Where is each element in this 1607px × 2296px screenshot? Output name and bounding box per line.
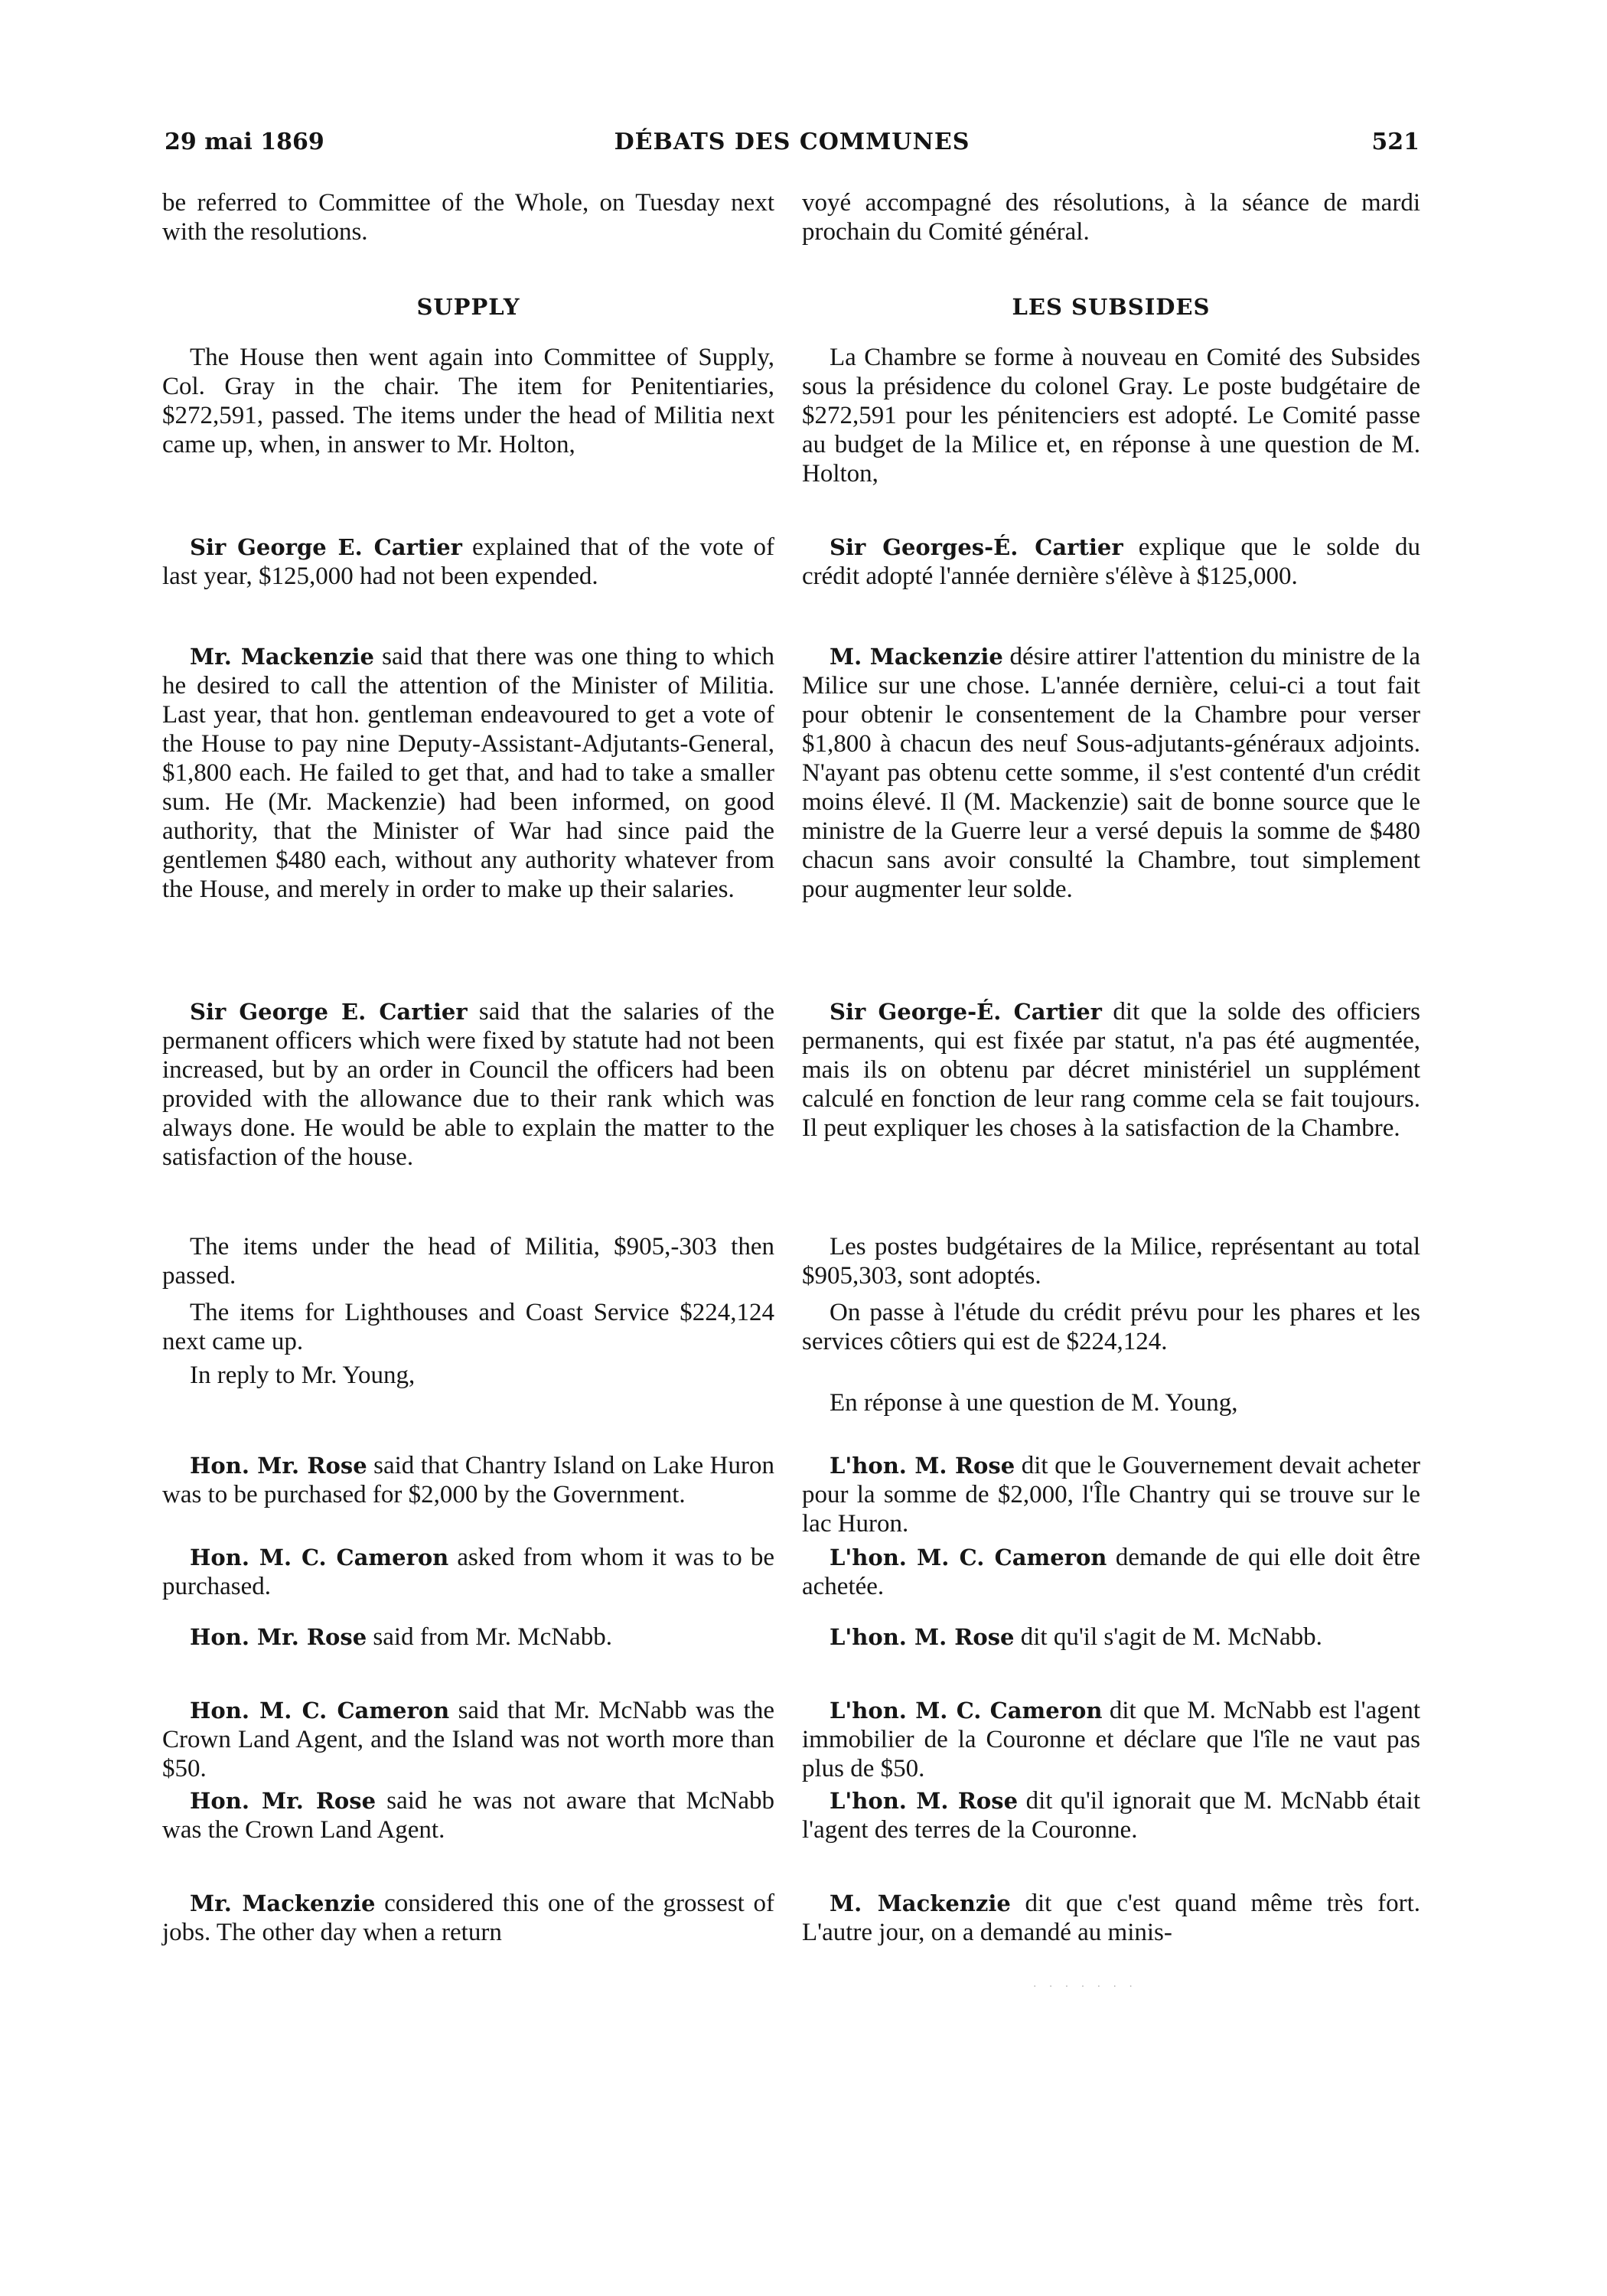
scan-specks: · · · · · · · <box>1033 1981 1137 1993</box>
paragraph: La Chambre se forme à nouveau en Comité des Subsides sous la présidence du colonel Gray. Le poste budgétaire de $272,591 pour les pénitenciers est adopté. Le Comité passe au budget de la Milice et, en réponse à une question de M. Holton, <box>802 344 1420 488</box>
speech-paragraph: L'hon. M. C. Cameron demande de qui elle doit être achetée. <box>802 1544 1420 1600</box>
paragraph: The House then went again into Committee of Supply, Col. Gray in the chair. The item for Penitentiaries, $272,591, passed. The items under the head of Militia next came up, when, in answer to Mr. Holton, <box>162 344 774 458</box>
speaker-name: L'hon. M. C. Cameron <box>830 1544 1107 1570</box>
speaker-name: Sir Georges-É. Cartier <box>830 534 1123 560</box>
speech-paragraph: L'hon. M. Rose dit qu'il ignorait que M. McNabb était l'agent des terres de la Couronne. <box>802 1787 1420 1844</box>
speech-paragraph: L'hon. M. Rose dit qu'il s'agit de M. McNabb. <box>830 1623 1322 1651</box>
speaker-name: M. Mackenzie <box>830 1890 1011 1916</box>
speaker-name: L'hon. M. Rose <box>830 1453 1015 1479</box>
speaker-name: Sir George E. Cartier <box>190 999 468 1025</box>
speaker-name: L'hon. M. Rose <box>830 1788 1019 1814</box>
speech-paragraph: Mr. Mackenzie said that there was one thing to which he desired to call the attention of the Minister of Militia. Last year, that hon. gentleman endeavoured to get a vote of the House to pay nine Deputy-Assistant-Adjutants-General, $1,800 each. He failed to get that, and had to take a smaller sum. He (Mr. Mackenzie) had been informed, on good authority, that the Minister of War had since paid the gentlemen $480 each, without any authority whatever from the House, and merely in order to make up their salaries. <box>162 643 774 903</box>
speaker-name: Hon. M. C. Cameron <box>190 1698 450 1724</box>
speech-paragraph: Sir George-É. Cartier dit que la solde des officiers permanents, qui est fixée par statut, n'a pas été augmentée, mais ils on obtenu par décret ministériel un supplément calculé en fonction de leur rang comme cela se fait toujours. Il peut expliquer les choses à la satisfaction de la Chambre. <box>802 998 1420 1142</box>
speech-paragraph: L'hon. M. C. Cameron dit que M. McNabb est l'agent immobilier de la Couronne et déclare que l'île ne vaut pas plus de $50. <box>802 1697 1420 1782</box>
speech-paragraph: Sir George E. Cartier said that the salaries of the permanent officers which were fixed by statute had not been increased, but by an order in Council the officers had been provided with the allowance due to their rank which was always done. He would be able to explain the matter to the satisfaction of the house. <box>162 998 774 1171</box>
speech-paragraph: M. Mackenzie désire attirer l'attention du ministre de la Milice sur une chose. L'année dernière, celui-ci a tout fait pour obtenir le consentement de la Chambre pour verser $1,800 à chacun des neuf Sous-adjutants-généraux adjoints. N'ayant pas obtenu cette somme, il s'est contenté d'un crédit moins élevé. Il (M. Mackenzie) sait de bonne source que le ministre de la Guerre leur a versé depuis la somme de $480 chacun sans avoir consulté la Chambre, tout simplement pour augmenter leur solde. <box>802 643 1420 903</box>
speaker-name: L'hon. M. C. Cameron <box>830 1698 1103 1724</box>
speaker-name: Mr. Mackenzie <box>190 1890 376 1916</box>
speaker-name: L'hon. M. Rose <box>830 1624 1015 1650</box>
page-header <box>165 129 1420 162</box>
page-number: 521 <box>1371 129 1420 155</box>
speech-paragraph: Hon. Mr. Rose said from Mr. McNabb. <box>190 1623 612 1651</box>
speaker-name: Hon. Mr. Rose <box>190 1453 367 1479</box>
section-heading: LES SUBSIDES <box>1012 294 1211 320</box>
paragraph-continuation: be referred to Committee of the Whole, on Tuesday next with the resolutions. <box>162 189 774 246</box>
section-heading: SUPPLY <box>416 294 520 320</box>
header-date: 29 mai 1869 <box>165 129 324 155</box>
speaker-name: Sir George E. Cartier <box>190 534 462 560</box>
speech-paragraph: Hon. M. C. Cameron said that Mr. McNabb was the Crown Land Agent, and the Island was not worth more than $50. <box>162 1697 774 1782</box>
header-title: DÉBATS DES COMMUNES <box>614 129 970 155</box>
speaker-name: M. Mackenzie <box>830 644 1003 670</box>
paragraph: The items under the head of Militia, $905,-303 then passed. <box>162 1233 774 1290</box>
speech-paragraph: Hon. Mr. Rose said he was not aware that McNabb was the Crown Land Agent. <box>162 1787 774 1844</box>
speech-paragraph: Sir Georges-É. Cartier explique que le solde du crédit adopté l'année dernière s'élève à $125,000. <box>802 533 1420 590</box>
paragraph: En réponse à une question de M. Young, <box>830 1389 1238 1417</box>
paragraph: In reply to Mr. Young, <box>190 1362 416 1389</box>
speech-paragraph: M. Mackenzie dit que c'est quand même très fort. L'autre jour, on a demandé au minis- <box>802 1890 1420 1946</box>
speaker-name: Mr. Mackenzie <box>190 644 374 670</box>
paragraph: On passe à l'étude du crédit prévu pour les phares et les services côtiers qui est de $224,124. <box>802 1299 1420 1355</box>
speech-paragraph: Mr. Mackenzie considered this one of the grossest of jobs. The other day when a return <box>162 1890 774 1946</box>
speech-paragraph: Hon. M. C. Cameron asked from whom it was to be purchased. <box>162 1544 774 1600</box>
speech-paragraph: Sir George E. Cartier explained that of the vote of last year, $125,000 had not been expended. <box>162 533 774 590</box>
speaker-name: Hon. Mr. Rose <box>190 1788 376 1814</box>
speech-paragraph: Hon. Mr. Rose said that Chantry Island on Lake Huron was to be purchased for $2,000 by the Government. <box>162 1452 774 1508</box>
paragraph: The items for Lighthouses and Coast Service $224,124 next came up. <box>162 1299 774 1355</box>
paragraph: Les postes budgétaires de la Milice, représentant au total $905,303, sont adoptés. <box>802 1233 1420 1290</box>
speaker-name: Hon. Mr. Rose <box>190 1624 367 1650</box>
speaker-name: Hon. M. C. Cameron <box>190 1544 449 1570</box>
speaker-name: Sir George-É. Cartier <box>830 999 1102 1025</box>
speech-paragraph: L'hon. M. Rose dit que le Gouvernement devait acheter pour la somme de $2,000, l'Île Chantry qui se trouve sur le lac Huron. <box>802 1452 1420 1538</box>
paragraph-continuation: voyé accompagné des résolutions, à la séance de mardi prochain du Comité général. <box>802 189 1420 246</box>
